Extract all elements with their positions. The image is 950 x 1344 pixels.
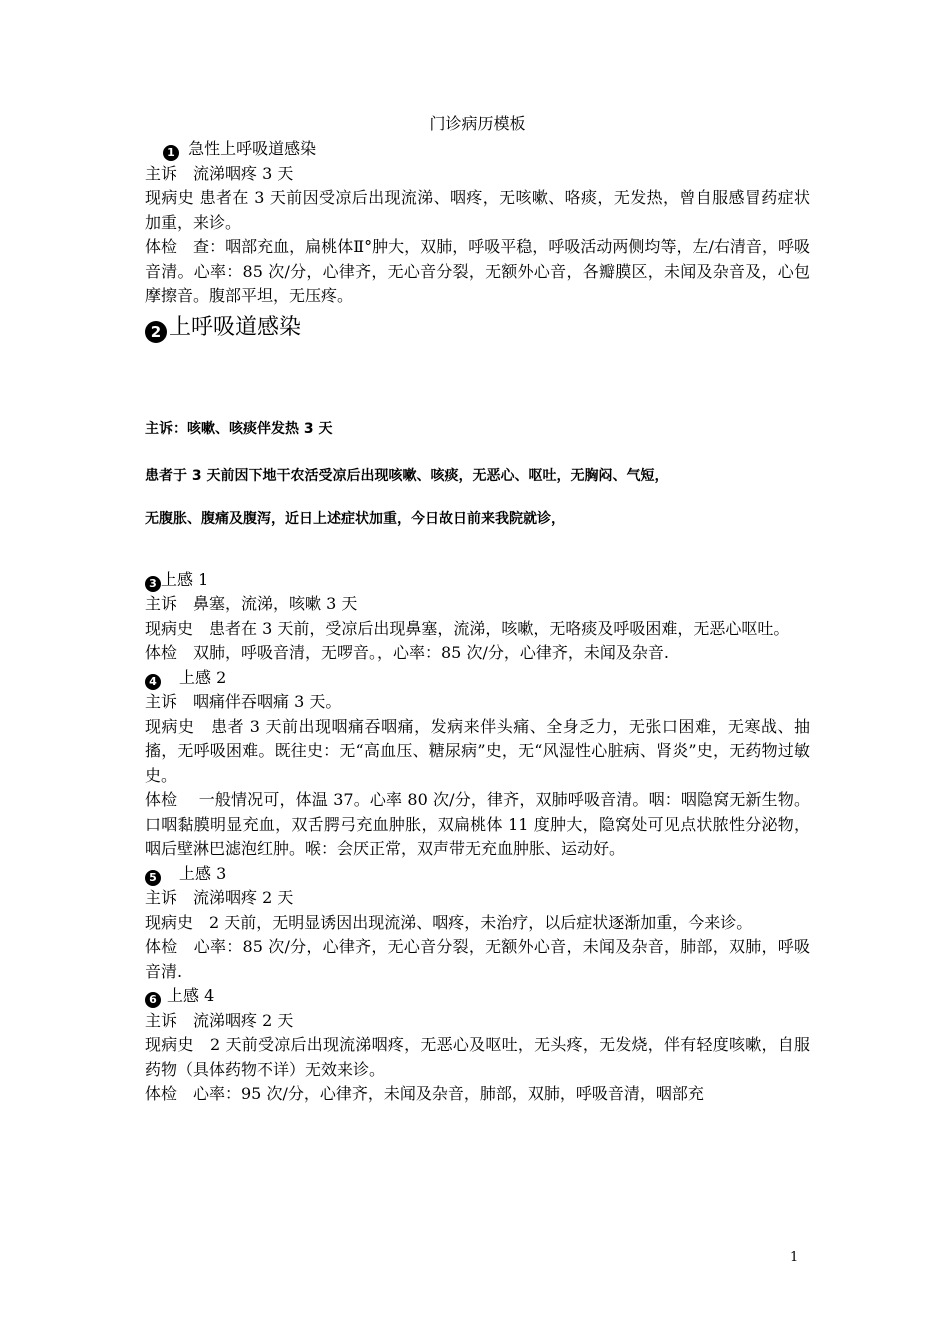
- section-1-heading: [145, 137, 810, 162]
- section-1-history: 现病史 患者在 3 天前因受凉后出现流涕、咽疼，无咳嗽、咯痰，无发热，曾自服感冒药症状加重，来诊。: [145, 188, 810, 232]
- section-3-exam: 体检 双肺，呼吸音清，无啰音。，心率：85 次/分，心律齐，未闻及杂音.: [145, 643, 669, 662]
- section-4-exam: 体检 一般情况可，体温 37。心率 80 次/分，律齐，双肺呼吸音清。咽：咽隐窝无新生物。口咽黏膜明显充血，双舌腭弓充血肿胀，双扁桃体 11 度肿大，隐窝处可见点状脓性分泌物，咽后壁淋巴滤泡红肿。喉：会厌正常，双声带无充血肿胀、运动好。: [145, 790, 810, 858]
- section-5-title: 上感 3: [179, 863, 227, 883]
- section-3-complaint: 主诉 鼻塞，流涕，咳嗽 3 天: [145, 594, 358, 613]
- section-5-complaint: 主诉 流涕咽疼 2 天: [145, 888, 294, 907]
- section-2-complaint: 主诉：咳嗽、咳痰伴发热 3 天: [145, 420, 333, 437]
- number-4-icon: 4: [145, 674, 161, 690]
- page-title: 门诊病历模板: [429, 114, 526, 133]
- section-3-title: 上感 1: [161, 569, 209, 589]
- section-5-exam: 体检 心率：85 次/分，心律齐，无心音分裂，无额外心音，未闻及杂音，肺部，双肺，呼吸音清.: [145, 937, 810, 981]
- section-6-heading: [145, 984, 810, 1009]
- section-2-history-1: 患者于 3 天前因下地干农活受凉后出现咳嗽、咳痰，无恶心、呕吐，无胸闷、气短，: [145, 467, 669, 484]
- section-5-history: 现病史 2 天前，无明显诱因出现流涕、咽疼，未治疗，以后症状逐渐加重，今来诊。: [145, 912, 753, 932]
- section-3-history: 现病史 患者在 3 天前，受凉后出现鼻塞，流涕，咳嗽，无咯痰及呼吸困难，无恶心呕吐。: [145, 618, 790, 638]
- document-body: [145, 113, 810, 1107]
- section-2-title: 上呼吸道感染: [169, 314, 302, 340]
- number-2-icon: 2: [145, 321, 167, 343]
- section-2-history-2: 无腹胀、腹痛及腹泻，近日上述症状加重，今日故日前来我院就诊，: [145, 510, 565, 527]
- number-5-icon: 5: [145, 870, 161, 886]
- section-6-complaint: 主诉 流涕咽疼 2 天: [145, 1010, 294, 1030]
- section-2-heading: [145, 311, 810, 345]
- number-3-icon: 3: [145, 576, 161, 592]
- section-6-history: 现病史 2 天前受凉后出现流涕咽疼，无恶心及呕吐，无头疼，无发烧，伴有轻度咳嗽，自服药物（具体药物不详）无效来诊。: [145, 1035, 810, 1079]
- section-6-exam: 体检 心率：95 次/分，心律齐，未闻及杂音，肺部，双肺，呼吸音清，咽部充: [145, 1084, 704, 1103]
- section-4-complaint: 主诉 咽痛伴吞咽痛 3 天。: [145, 692, 342, 711]
- section-1-title: 急性上呼吸道感染: [188, 139, 317, 158]
- section-4-heading: [145, 666, 810, 691]
- section-6-title: 上感 4: [167, 986, 215, 1005]
- page-number: 1: [790, 1250, 799, 1265]
- section-1-complaint: 主诉 流涕咽疼 3 天: [145, 163, 294, 183]
- section-1-exam: 体检 查：咽部充血，扁桃体Ⅱ°肿大，双肺，呼吸平稳，呼吸活动两侧均等，左/右清音，呼吸音清。心率：85 次/分，心律齐，无心音分裂，无额外心音，各瓣膜区，未闻及杂音及，心包摩擦音。腹部平坦，无压疼。: [145, 237, 810, 305]
- section-4-title: 上感 2: [179, 667, 227, 687]
- number-6-icon: 6: [145, 992, 161, 1008]
- number-1-icon: 1: [163, 145, 179, 161]
- section-3-heading: [145, 568, 810, 593]
- section-4-history: 现病史 患者 3 天前出现咽痛吞咽痛，发病来伴头痛、全身乏力，无张口困难，无寒战、抽搐，无呼吸困难。既往史：无“高血压、糖尿病”史，无“风湿性心脏病、肾炎”史，无药物过敏史。: [145, 716, 810, 785]
- section-5-heading: [145, 862, 810, 887]
